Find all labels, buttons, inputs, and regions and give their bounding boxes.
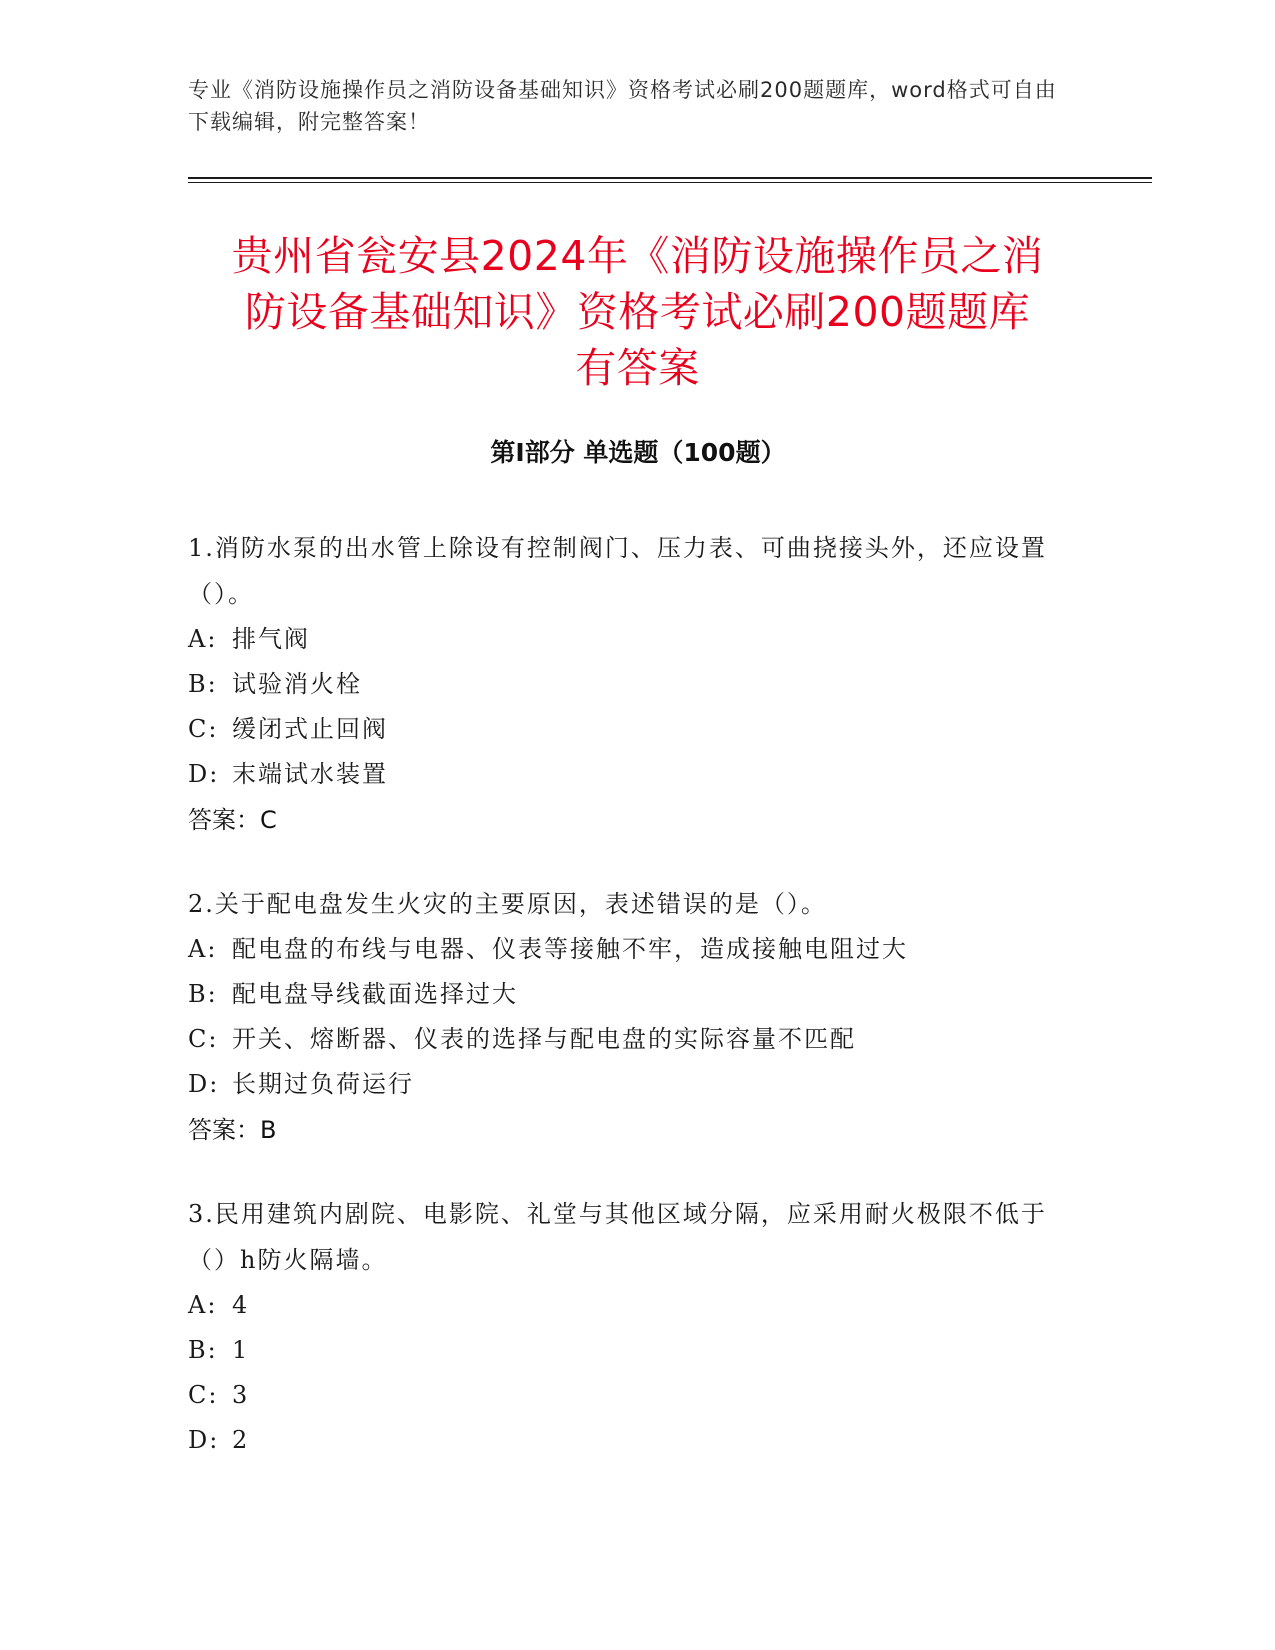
option-text: 末端试水装置 — [232, 760, 388, 788]
option-text: 试验消火栓 — [232, 670, 362, 698]
option-text: 缓闭式止回阀 — [232, 715, 388, 743]
option-key: A: — [188, 625, 218, 653]
option-key: A: — [188, 1291, 218, 1319]
question-stem: 3.民用建筑内剧院、电影院、礼堂与其他区域分隔，应采用耐火极限不低于（）h防火隔墙。 — [188, 1200, 1047, 1274]
option-text: 开关、熔断器、仪表的选择与配电盘的实际容量不匹配 — [232, 1025, 856, 1053]
option-key: C: — [188, 715, 219, 743]
option-key: B: — [188, 670, 218, 698]
option-b — [188, 1328, 1068, 1373]
header-divider-thick — [188, 177, 1152, 179]
option-b — [188, 662, 1068, 707]
option-key: A: — [188, 935, 218, 963]
option-key: D: — [188, 1426, 220, 1454]
section-title: 第Ⅰ部分 单选题（100题） — [490, 438, 786, 467]
option-text: 配电盘导线截面选择过大 — [232, 980, 518, 1008]
option-a — [188, 617, 1068, 662]
option-c — [188, 707, 1068, 752]
question-2 — [188, 881, 1068, 1153]
option-b — [188, 972, 1068, 1017]
document-title — [160, 228, 1115, 396]
title-line: 有答案 — [575, 344, 700, 392]
option-c — [188, 1373, 1068, 1418]
answer: 答案：C — [188, 806, 277, 834]
option-a — [188, 927, 1068, 972]
option-key: C: — [188, 1381, 219, 1409]
answer: 答案：B — [188, 1116, 277, 1144]
question-stem: 1.消防水泵的出水管上除设有控制阀门、压力表、可曲挠接头外，还应设置（）。 — [188, 534, 1047, 608]
question-list — [188, 525, 1068, 1501]
option-d — [188, 1062, 1068, 1107]
title-line: 贵州省瓮安县2024年《消防设施操作员之消 — [231, 232, 1044, 280]
option-c — [188, 1017, 1068, 1062]
option-text: 1 — [232, 1336, 250, 1364]
question-stem: 2.关于配电盘发生火灾的主要原因，表述错误的是（）。 — [188, 890, 827, 918]
option-key: D: — [188, 1070, 220, 1098]
option-key: B: — [188, 1336, 218, 1364]
option-text: 长期过负荷运行 — [232, 1070, 414, 1098]
option-a — [188, 1283, 1068, 1328]
option-text: 配电盘的布线与电器、仪表等接触不牢，造成接触电阻过大 — [232, 935, 908, 963]
option-text: 2 — [232, 1426, 250, 1454]
option-text: 4 — [232, 1291, 250, 1319]
option-text: 3 — [232, 1381, 250, 1409]
question-3 — [188, 1191, 1068, 1463]
header-divider-thin — [188, 182, 1152, 183]
question-1 — [188, 525, 1068, 843]
option-key: C: — [188, 1025, 219, 1053]
option-d — [188, 1418, 1068, 1463]
title-line: 防设备基础知识》资格考试必刷200题题库 — [244, 288, 1031, 336]
option-key: B: — [188, 980, 218, 1008]
header-note: 专业《消防设施操作员之消防设备基础知识》资格考试必刷200题题库，word格式可自由下载编辑，附完整答案！ — [188, 78, 1057, 134]
option-text: 排气阀 — [232, 625, 310, 653]
option-key: D: — [188, 760, 220, 788]
option-d — [188, 752, 1068, 797]
